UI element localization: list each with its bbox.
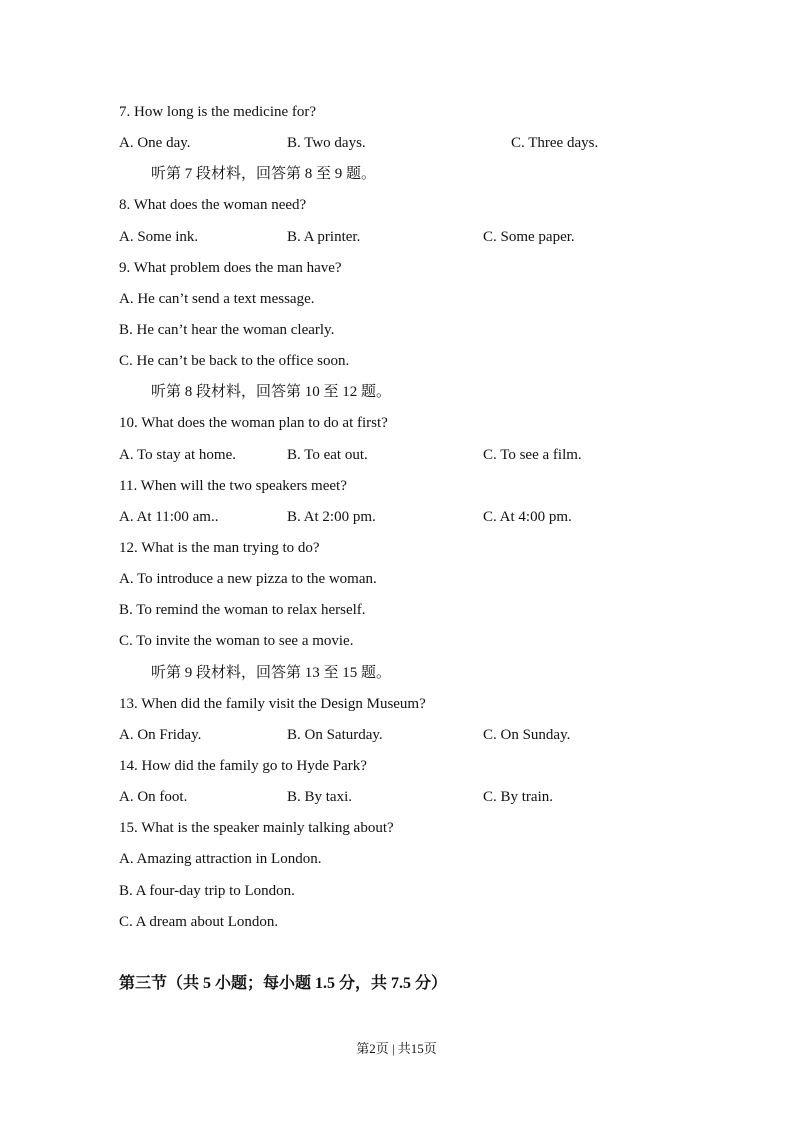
options-row [119, 506, 719, 537]
option-b: B. On Saturday. [287, 726, 383, 743]
option-a: A. At 11:00 am.. [119, 508, 219, 525]
question-line: 14. How did the family go to Hyde Park? [119, 757, 367, 774]
option-b: B. By taxi. [287, 789, 353, 806]
question-line: 8. What does the woman need? [119, 197, 307, 214]
question-line: B. A four-day trip to London. [119, 882, 295, 899]
document-body [119, 101, 719, 1004]
options-row [119, 444, 719, 475]
question-line: 13. When did the family visit the Design Museum? [119, 695, 426, 712]
question-line: B. He can’t hear the woman clearly. [119, 321, 335, 338]
option-c: C. On Sunday. [483, 726, 571, 743]
option-b: B. At 2:00 pm. [287, 508, 376, 525]
option-c: C. By train. [483, 789, 553, 806]
question-line: 11. When will the two speakers meet? [119, 477, 347, 494]
section-instruction: 听第 8 段材料，回答第 10 至 12 题。 [151, 384, 392, 401]
option-c: C. Three days. [511, 135, 599, 152]
spacer [119, 942, 719, 973]
question-line: 15. What is the speaker mainly talking about? [119, 820, 394, 837]
option-a: A. One day. [119, 135, 191, 152]
question-line: B. To remind the woman to relax herself. [119, 602, 366, 619]
question-line: C. To invite the woman to see a movie. [119, 633, 354, 650]
question-line: 7. How long is the medicine for? [119, 104, 317, 120]
question-line: A. He can’t send a text message. [119, 290, 315, 307]
option-b: B. To eat out. [287, 446, 368, 463]
question-line: C. He can’t be back to the office soon. [119, 353, 350, 370]
option-b: B. Two days. [287, 135, 366, 152]
question-line: 12. What is the man trying to do? [119, 539, 320, 556]
option-c: C. At 4:00 pm. [483, 508, 572, 525]
option-c: C. To see a film. [483, 446, 582, 463]
option-c: C. Some paper. [483, 228, 575, 245]
question-line: 9. What problem does the man have? [119, 259, 342, 276]
options-row [119, 132, 719, 163]
option-b: B. A printer. [287, 228, 361, 245]
option-a: A. On foot. [119, 789, 188, 806]
option-a: A. Some ink. [119, 228, 199, 245]
question-line: A. To introduce a new pizza to the woman. [119, 571, 377, 588]
question-line: A. Amazing attraction in London. [119, 851, 322, 868]
option-a: A. To stay at home. [119, 446, 236, 463]
section-instruction: 听第 9 段材料，回答第 13 至 15 题。 [151, 664, 392, 681]
section-heading: 第三节（共 5 小题；每小题 1.5 分，共 7.5 分） [119, 974, 448, 992]
options-row [119, 786, 719, 817]
section-instruction: 听第 7 段材料，回答第 8 至 9 题。 [151, 166, 377, 183]
question-line: C. A dream about London. [119, 913, 279, 930]
page-footer: 第2页 | 共15页 [356, 1041, 437, 1056]
option-a: A. On Friday. [119, 726, 202, 743]
question-line: 10. What does the woman plan to do at first? [119, 415, 388, 432]
options-row [119, 724, 719, 755]
options-row [119, 226, 719, 257]
